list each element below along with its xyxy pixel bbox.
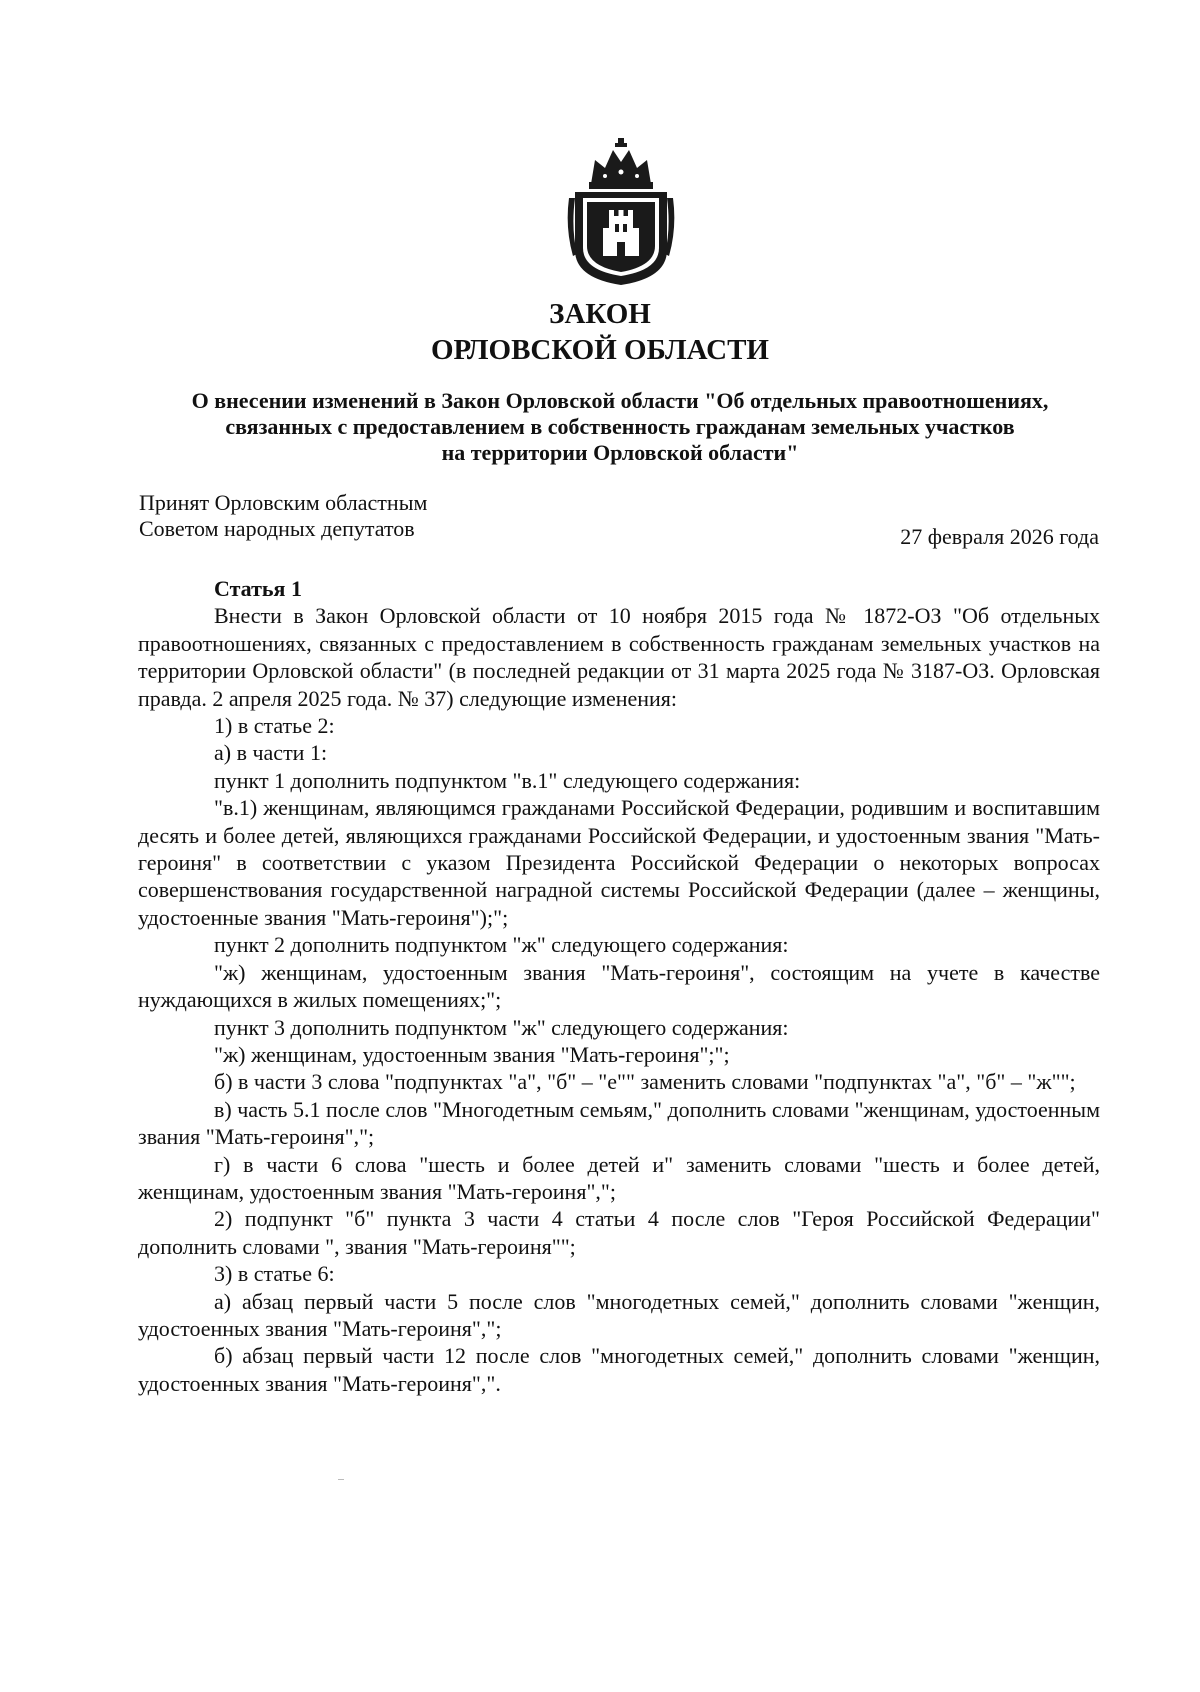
paragraph: б) в части 3 слова "подпунктах "а", "б" – "е"" заменить словами "подпунктах "а", "б" – "ж""; (214, 1069, 1076, 1095)
article-heading: Статья 1 (214, 576, 302, 601)
adopted-line-2: Советом народных депутатов (139, 516, 415, 541)
adopted-line-1: Принят Орловским областным (139, 490, 428, 515)
paragraph: 3) в статье 6: (214, 1261, 335, 1287)
paragraph: 1) в статье 2: (214, 713, 335, 739)
paragraph: пункт 2 дополнить подпунктом "ж" следующего содержания: (214, 932, 789, 958)
title-line-1: ЗАКОН (549, 298, 651, 330)
law-title (0, 296, 1200, 368)
subtitle-line-2: связанных с предоставлением в собственность гражданам земельных участков (225, 414, 1015, 439)
paragraph: пункт 3 дополнить подпунктом "ж" следующего содержания: (214, 1014, 789, 1040)
paragraph: Внести в Закон Орловской области от 10 ноября 2015 года № 1872-ОЗ "Об отдельных правоотношениях, связанных с предоставлением в собственность гражданам земельных участков на территории Орловской области" (в последней редакции от 31 марта 2025 года № 3187-ОЗ. Орловская правда. 2 апреля 2025 года. № 37) следующие изменения: (138, 603, 1100, 711)
paragraph: 2) подпункт "б" пункта 3 части 4 статьи 4 после слов "Героя Российской Федерации" дополнить словами ", звания "Мать-героиня""; (138, 1206, 1100, 1259)
paragraph: в) часть 5.1 после слов "Многодетным семьям," дополнить словами "женщинам, удостоенным звания "Мать-героиня","; (138, 1096, 1100, 1150)
title-line-2: ОРЛОВСКОЙ ОБЛАСТИ (430, 334, 769, 366)
paragraph: "ж) женщинам, удостоенным звания "Мать-героиня", состоящим на учете в качестве нуждающихся в жилых помещениях;"; (138, 959, 1100, 1013)
adoption-date: 27 февраля 2026 года (900, 524, 1099, 549)
law-subtitle (140, 388, 1100, 466)
paragraph: "ж) женщинам, удостоенным звания "Мать-героиня";"; (214, 1041, 730, 1067)
paragraph: а) в части 1: (214, 740, 328, 766)
scan-speck (338, 1479, 344, 1480)
paragraph: г) в части 6 слова "шесть и более детей и" заменить словами "шесть и более детей, женщинам, удостоенным звания "Мать-героиня","; (138, 1151, 1100, 1204)
adoption-block (139, 490, 1099, 549)
paragraph: пункт 1 дополнить подпунктом "в.1" следующего содержания: (214, 767, 801, 793)
paragraph: б) абзац первый части 12 после слов "многодетных семей," дополнить словами "женщин, удостоенных звания "Мать-героиня",". (138, 1343, 1100, 1396)
article-body (138, 575, 1100, 1397)
paragraph: "в.1) женщинам, являющимся гражданами Российской Федерации, родившим и воспитавшим десять и более детей, являющихся гражданами Российской Федерации, и удостоенным звания "Мать-героиня" в соответствии с указом Президента Российской Федерации о некоторых вопросах совершенствования государственной наградной системы Российской Федерации (далее – женщины, удостоенные звания "Мать-героиня");"; (138, 795, 1100, 930)
orel-coat-of-arms-icon (565, 138, 677, 286)
subtitle-line-3: на территории Орловской области" (441, 440, 799, 465)
paragraph: а) абзац первый части 5 после слов "многодетных семей," дополнить словами "женщин, удостоенных звания "Мать-героиня","; (138, 1288, 1100, 1341)
subtitle-line-1: О внесении изменений в Закон Орловской области "Об отдельных правоотношениях, (191, 388, 1049, 413)
